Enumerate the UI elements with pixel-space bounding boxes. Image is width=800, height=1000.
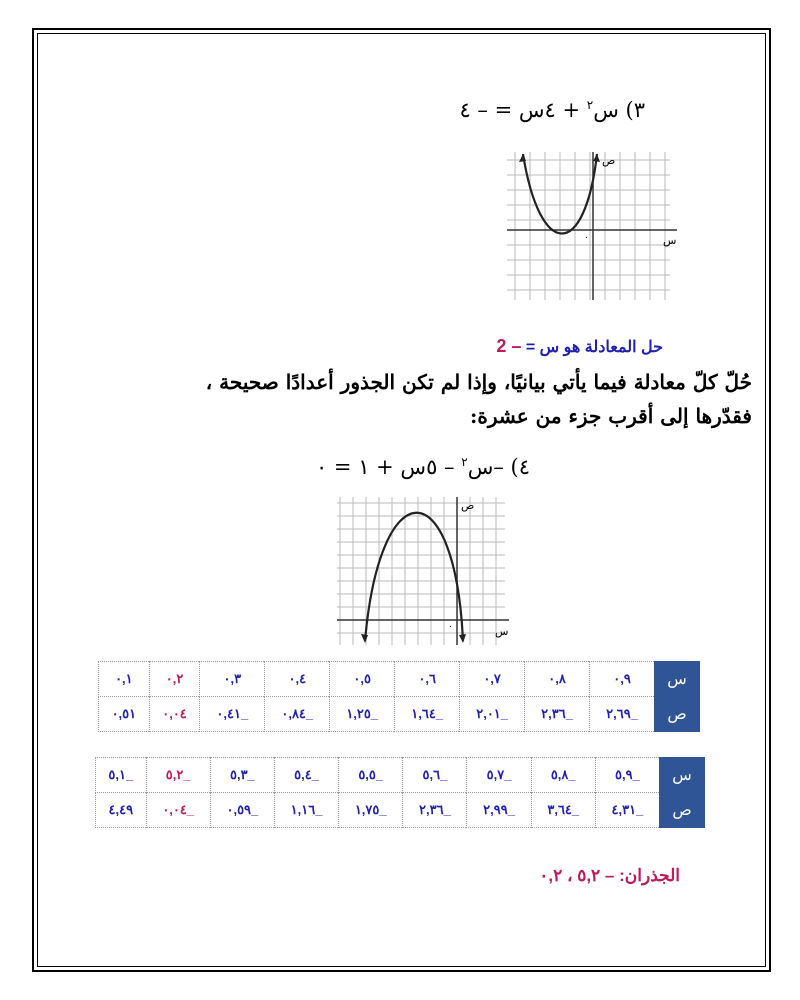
table2-y-cell: _٠,٥٩ bbox=[210, 793, 274, 828]
problem4-eq-power: ٢ bbox=[461, 455, 468, 469]
table1-y-cell: _٢,٠١ bbox=[460, 697, 525, 732]
table1-x-cell: ٠,٤ bbox=[265, 662, 330, 697]
instructions-line1: حُلّ كلّ معادلة فيما يأتي بيانيًا، وإذا لم تكن الجذور أعدادًا صحيحة ، bbox=[205, 370, 752, 394]
table2-x-cell: _٥,٤ bbox=[274, 758, 338, 793]
instructions-line2: فقدّرها إلى أقرب جزء من عشرة: bbox=[469, 404, 752, 428]
table2-y-cell: _٠,٠٤ bbox=[146, 793, 210, 828]
roots-line bbox=[539, 866, 680, 886]
problem4-label-y: ص bbox=[461, 499, 475, 512]
table1-x-cell: ٠,٧ bbox=[460, 662, 525, 697]
problem4-arrow-left bbox=[361, 634, 368, 643]
table1-x-cell: ٠,٦ bbox=[395, 662, 460, 697]
problem3-grid bbox=[507, 152, 670, 300]
problem3-answer-prefix: حل المعادلة هو س = bbox=[521, 339, 663, 356]
problem4-origin: ٠ bbox=[448, 622, 453, 632]
table2-header-y: ص bbox=[660, 793, 705, 828]
table1-y-cell: _١,٦٤ bbox=[395, 697, 460, 732]
table2-y-cell: ٤,٤٩ bbox=[96, 793, 147, 828]
table1-x-cell: ٠,٨ bbox=[525, 662, 590, 697]
problem3-origin: ٠ bbox=[584, 233, 589, 243]
table2-row-x bbox=[96, 758, 705, 793]
table2-x-cell: _٥,١ bbox=[96, 758, 147, 793]
table2-y-cell: _١,٧٥ bbox=[339, 793, 403, 828]
problem4-equation bbox=[316, 455, 530, 479]
problem3-equation bbox=[459, 98, 645, 122]
table1-y-cell: _٢,٣٦ bbox=[525, 697, 590, 732]
table1-x-cell: ٠,٩ bbox=[590, 662, 655, 697]
problem3-arrow-right bbox=[593, 154, 600, 162]
problem3-label-x: س bbox=[663, 234, 677, 247]
roots-label: الجذران: bbox=[619, 866, 680, 885]
roots-value: – ٥,٢ ، ٠,٢ bbox=[539, 866, 615, 885]
table2-x-cell: _٥,٨ bbox=[531, 758, 595, 793]
table2-row-y bbox=[96, 793, 705, 828]
table2-x-cell: _٥,٥ bbox=[339, 758, 403, 793]
table2-x-cell: _٥,٦ bbox=[403, 758, 467, 793]
problem3-number: ٣) bbox=[625, 98, 645, 122]
problem3-answer bbox=[496, 336, 663, 357]
problem4-eq-a: –س bbox=[467, 455, 504, 479]
table2-y-cell: _٤,٣١ bbox=[595, 793, 659, 828]
table1-y-cell: _١,٢٥ bbox=[330, 697, 395, 732]
problem3-eq-rest: + ٤س = – ٤ bbox=[459, 98, 581, 122]
table2-x-cell: _٥,٢ bbox=[146, 758, 210, 793]
table2-y-cell: _٢,٩٩ bbox=[467, 793, 531, 828]
problem3-label-y: ص bbox=[602, 154, 616, 167]
problem3-graph bbox=[505, 150, 680, 302]
table1-x-cell: ٠,٣ bbox=[200, 662, 265, 697]
problem3-arrow-left bbox=[519, 154, 526, 162]
table2-y-cell: _٢,٣٦ bbox=[403, 793, 467, 828]
table1-row-y bbox=[99, 697, 700, 732]
table2-y-cell: _١,١٦ bbox=[274, 793, 338, 828]
table1-y-cell: _٢,٦٩ bbox=[590, 697, 655, 732]
table1-y-cell: ٠,٠٤ bbox=[149, 697, 200, 732]
table1-x-cell: ٠,٢ bbox=[149, 662, 200, 697]
table2-header-x: س bbox=[660, 758, 705, 793]
problem4-label-x: س bbox=[495, 625, 509, 638]
problem4-number: ٤) bbox=[510, 455, 530, 479]
table2-x-cell: _٥,٣ bbox=[210, 758, 274, 793]
table2-x-cell: _٥,٩ bbox=[595, 758, 659, 793]
table1-x-cell: ٠,١ bbox=[99, 662, 150, 697]
problem3-answer-value: – 2 bbox=[496, 336, 522, 356]
problem4-grid bbox=[337, 497, 505, 645]
table1-header-x: س bbox=[655, 662, 700, 697]
table2-x-cell: _٥,٧ bbox=[467, 758, 531, 793]
values-table-1 bbox=[98, 661, 700, 732]
problem3-eq-lhs: س bbox=[593, 98, 619, 122]
table1-row-x bbox=[99, 662, 700, 697]
values-table-2 bbox=[95, 757, 705, 828]
table1-x-cell: ٠,٥ bbox=[330, 662, 395, 697]
table1-y-cell: _٠,٨٤ bbox=[265, 697, 330, 732]
table1-y-cell: ٠,٥١ bbox=[99, 697, 150, 732]
problem4-arrow-right bbox=[459, 634, 466, 643]
problem4-eq-b: – ٥س + ١ = ٠ bbox=[315, 455, 455, 479]
problem4-graph bbox=[335, 495, 512, 647]
table2-y-cell: _٣,٦٤ bbox=[531, 793, 595, 828]
problem3-eq-power: ٢ bbox=[586, 98, 594, 112]
table1-header-y: ص bbox=[655, 697, 700, 732]
table1-y-cell: _٠,٤١ bbox=[200, 697, 265, 732]
